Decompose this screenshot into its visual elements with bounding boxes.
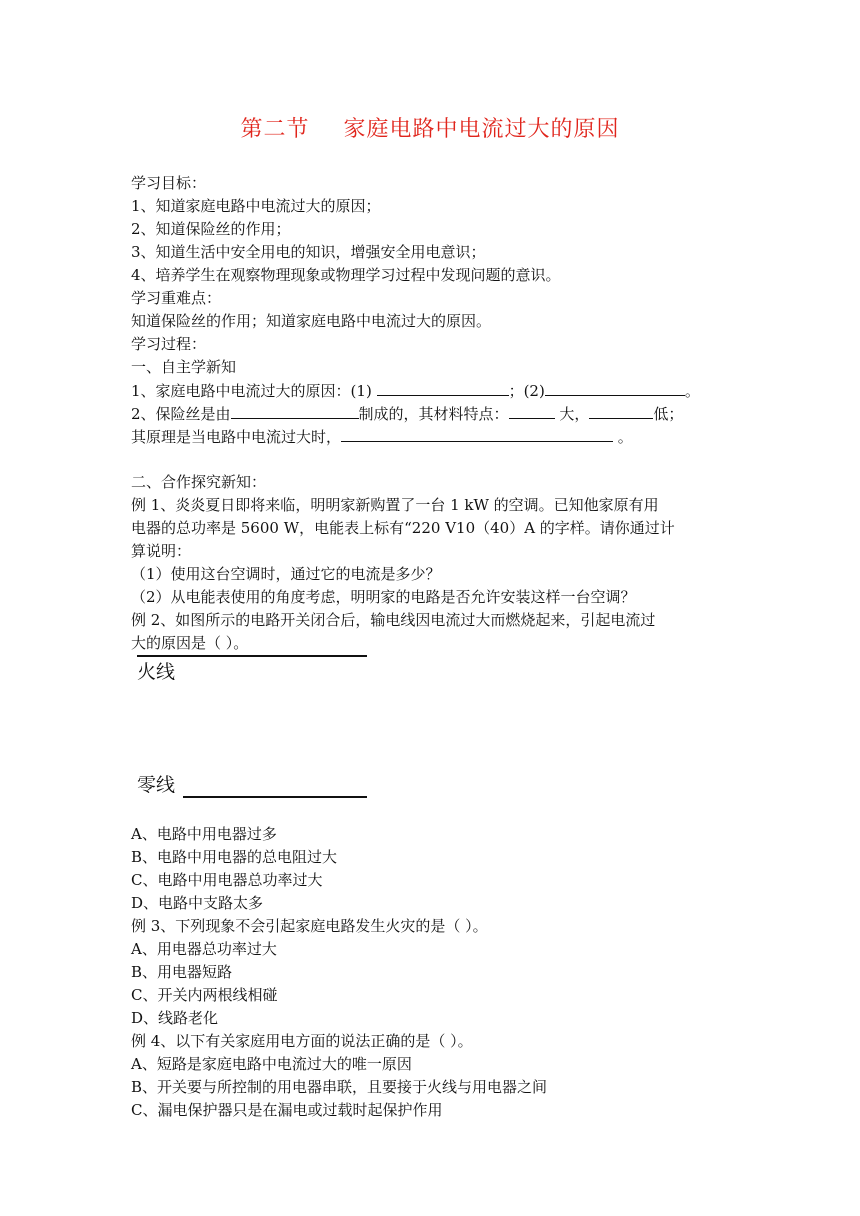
- example-2-option[interactable]: B、电路中用电器的总电阻过大: [131, 848, 338, 866]
- title-section-number: 第二节: [240, 117, 310, 142]
- fill-blank[interactable]: [231, 402, 359, 419]
- question-1: 1、家庭电路中电流过大的原因：(1) ；(2) 。: [131, 379, 731, 402]
- example-2-option[interactable]: D、电路中支路太多: [131, 894, 264, 912]
- example-2-option[interactable]: A、电路中用电器过多: [131, 825, 277, 843]
- example-2-option[interactable]: C、电路中用电器总功率过大: [131, 871, 323, 889]
- example-1-line: 算说明：: [131, 542, 192, 560]
- fill-blank[interactable]: [545, 379, 685, 396]
- example-1-line: 例 1、炎炎夏日即将来临，明明家新购置了一台 1 kW 的空调。已知他家原有用: [131, 496, 659, 514]
- fill-blank[interactable]: [509, 402, 555, 419]
- page-title: [0, 112, 860, 143]
- key-points-text: 知道保险丝的作用；知道家庭电路中电流过大的原因。: [131, 312, 492, 330]
- goals-heading: 学习目标：: [131, 174, 207, 192]
- question-2-continued: 其原理是当电路中电流过大时， 。: [131, 425, 731, 448]
- example-4-option[interactable]: C、漏电保护器只是在漏电或过载时起保护作用: [131, 1101, 443, 1119]
- example-3-option[interactable]: A、用电器总功率过大: [131, 940, 277, 958]
- example-1-line: 电器的总功率是 5600 W，电能表上标有“220 V10（40）A 的字样。请你通过计: [131, 519, 675, 537]
- example-3-option[interactable]: D、线路老化: [131, 1009, 219, 1027]
- goal-item: 1、知道家庭电路中电流过大的原因；: [131, 197, 381, 215]
- question-2: 2、保险丝是由 制成的，其材料特点： 大， 低；: [131, 402, 731, 425]
- example-4-stem: 例 4、以下有关家庭用电方面的说法正确的是（ ）。: [131, 1032, 473, 1050]
- live-wire-label: 火线: [137, 661, 176, 683]
- neutral-wire-label: 零线: [137, 774, 176, 796]
- goal-item: 3、知道生活中安全用电的知识，增强安全用电意识；: [131, 243, 486, 261]
- example-2-line: 例 2、如图所示的电路开关闭合后，输电线因电流过大而燃烧起来，引起电流过: [131, 611, 656, 629]
- fill-blank[interactable]: [341, 425, 613, 442]
- goal-item: 2、知道保险丝的作用；: [131, 220, 291, 238]
- example-3-stem: 例 3、下列现象不会引起家庭电路发生火灾的是（ ）。: [131, 917, 488, 935]
- goal-item: 4、培养学生在观察物理现象或物理学习过程中发现问题的意识。: [131, 266, 561, 284]
- process-heading: 学习过程：: [131, 335, 207, 353]
- example-1-subquestion: （1）使用这台空调时，通过它的电流是多少？: [131, 565, 441, 583]
- example-4-option[interactable]: A、短路是家庭电路中电流过大的唯一原因: [131, 1055, 412, 1073]
- circuit-diagram: [131, 646, 391, 798]
- title-topic: 家庭电路中电流过大的原因: [343, 117, 620, 142]
- example-3-option[interactable]: C、开关内两根线相碰: [131, 986, 278, 1004]
- example-4-option[interactable]: B、开关要与所控制的用电器串联，且要接于火线与用电器之间: [131, 1078, 548, 1096]
- example-2-line: 大的原因是（ ）。: [131, 634, 249, 652]
- example-1-subquestion: （2）从电能表使用的角度考虑，明明家的电路是否允许安装这样一台空调？: [131, 588, 636, 606]
- spacer: [131, 448, 731, 471]
- section1-heading: 一、自主学新知: [131, 358, 237, 376]
- fill-blank[interactable]: [377, 379, 509, 396]
- key-points-heading: 学习重难点：: [131, 289, 222, 307]
- section2-heading: 二、合作探究新知：: [131, 473, 267, 491]
- fill-blank[interactable]: [589, 402, 653, 419]
- example-3-option[interactable]: B、用电器短路: [131, 963, 233, 981]
